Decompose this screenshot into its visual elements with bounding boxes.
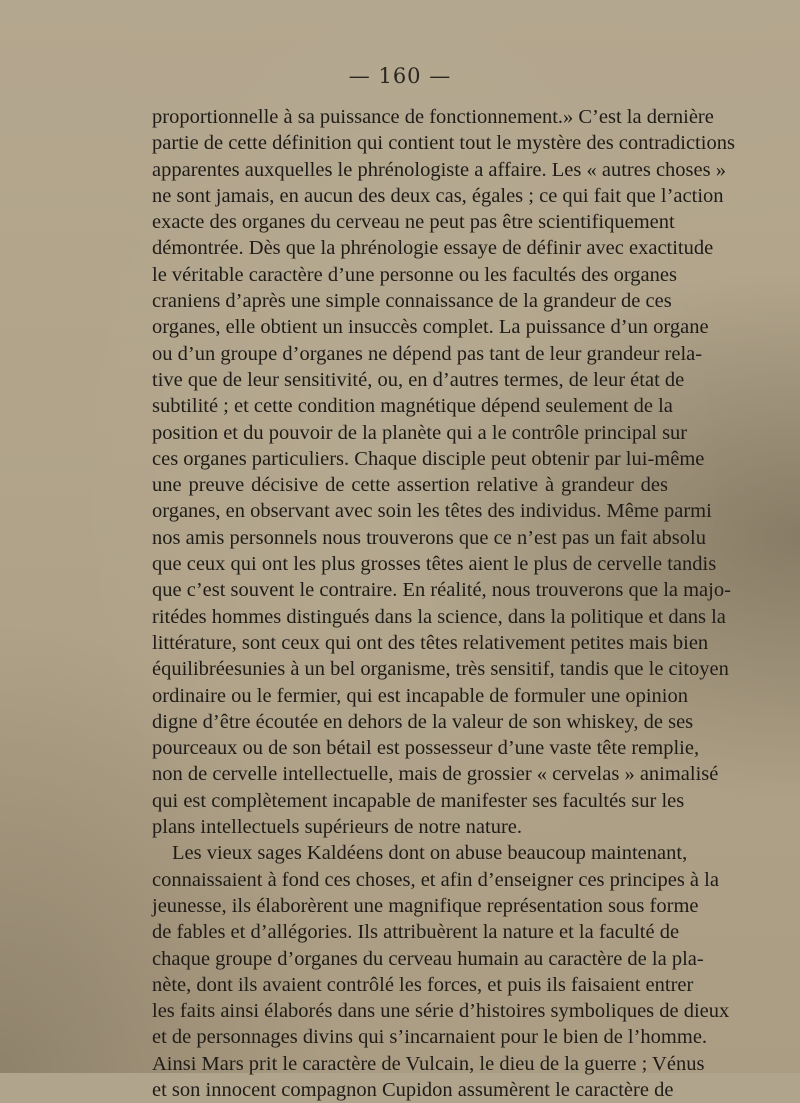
text-line: qui est complètement incapable de manifester ses facultés sur les — [152, 789, 685, 812]
text-line: tive que de leur sensitivité, ou, en d’autres termes, de leur état de — [152, 368, 685, 391]
text-line: craniens d’après une simple connaissance de la grandeur de ces — [152, 290, 672, 313]
text-line: nos amis personnels nous trouverons que ce n’est pas un fait absolu — [152, 526, 706, 549]
text-line: nète, dont ils avaient contrôlé les forces, et puis ils faisaient entrer — [152, 973, 694, 996]
text-line: équilibréesunies à un bel organisme, très sensitif, tandis que le citoyen — [152, 658, 729, 681]
text-line: proportionnelle à sa puissance de fonctionnement.» C’est la dernière — [152, 106, 714, 128]
text-line: que c’est souvent le contraire. En réalité, nous trouverons que la majo- — [152, 579, 731, 602]
text-line: le véritable caractère d’une personne ou les facultés des organes — [152, 263, 677, 286]
text-line: ou d’un groupe d’organes ne dépend pas tant de leur grandeur rela- — [152, 342, 703, 365]
page-number: — 160 — — [348, 64, 452, 88]
text-line: de fables et d’allégories. Ils attribuèrent la nature et la faculté de — [152, 921, 680, 944]
text-line: et de personnages divins qui s’incarnaient pour le bien de l’homme. — [152, 1026, 708, 1049]
text-line: subtilité ; et cette condition magnétique dépend seulement de la — [152, 395, 673, 418]
paragraph — [152, 104, 735, 840]
body-text — [152, 104, 735, 1103]
text-line: les faits ainsi élaborés dans une série d’histoires symboliques de dieux — [152, 1000, 730, 1023]
text-line: plans intellectuels supérieurs de notre nature. — [152, 816, 523, 839]
text-line: Ainsi Mars prit le caractère de Vulcain, le dieu de la guerre ; Vénus — [152, 1052, 705, 1075]
text-line: organes, elle obtient un insuccès complet. La puissance d’un organe — [152, 316, 709, 339]
text-line: organes, en observant avec soin les têtes des individus. Même parmi — [152, 500, 712, 523]
text-line: ordinaire ou le fermier, qui est incapable de formuler une opinion — [152, 684, 688, 707]
text-line: que ceux qui ont les plus grosses têtes aient le plus de cervelle tandis — [152, 553, 717, 576]
text-line: démontrée. Dès que la phrénologie essaye de définir avec exactitude — [152, 237, 714, 260]
text-line: connaissaient à fond ces choses, et afin d’enseigner ces principes à la — [152, 868, 719, 891]
text-line: une preuve décisive de cette assertion relative à grandeur des — [152, 474, 668, 497]
text-line: jeunesse, ils élaborèrent une magnifique représentation sous forme — [152, 894, 699, 917]
text-line: partie de cette définition qui contient tout le mystère des contradictions — [152, 132, 735, 155]
text-line: littérature, sont ceux qui ont des têtes relativement petites mais bien — [152, 631, 709, 654]
paragraph — [152, 840, 730, 1103]
text-line: exacte des organes du cerveau ne peut pas être scientifiquement — [152, 211, 675, 234]
text-line: pourceaux ou de son bétail est possesseur d’une vaste tête remplie, — [152, 737, 700, 760]
text-line: chaque groupe d’organes du cerveau humain au caractère de la pla- — [152, 947, 704, 970]
text-line: non de cervelle intellectuelle, mais de grossier « cervelas » animalisé — [152, 763, 719, 786]
text-line: ritédes hommes distingués dans la science, dans la politique et dans la — [152, 605, 726, 628]
text-line: ne sont jamais, en aucun des deux cas, égales ; ce qui fait que l’action — [152, 184, 724, 207]
text-line: ces organes particuliers. Chaque disciple peut obtenir par lui-même — [152, 447, 705, 470]
text-line: digne d’être écoutée en dehors de la valeur de son whiskey, de ses — [152, 710, 694, 733]
text-line: et son innocent compagnon Cupidon assumèrent le caractère de — [152, 1078, 674, 1101]
text-line: position et du pouvoir de la planète qui a le contrôle principal sur — [152, 421, 688, 444]
text-line: Les vieux sages Kaldéens dont on abuse beaucoup maintenant, — [172, 842, 688, 865]
text-line: apparentes auxquelles le phrénologiste a affaire. Les « autres choses » — [152, 158, 726, 181]
